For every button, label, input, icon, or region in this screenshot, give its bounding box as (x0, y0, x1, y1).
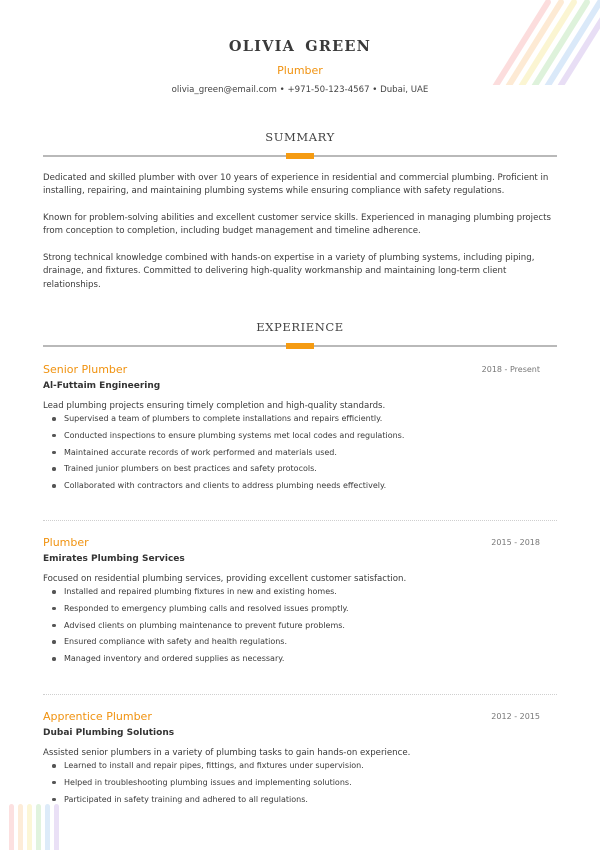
job-bullet: Participated in safety training and adhered to all regulations. (43, 794, 364, 811)
job-separator (43, 694, 557, 695)
job-company: Al-Futtaim Engineering (43, 381, 161, 391)
candidate-name: OLIVIA GREEN (228, 38, 372, 55)
summary-divider-accent (286, 153, 314, 159)
job-bullet: Conducted inspections to ensure plumbing systems met local codes and regulations. (43, 430, 404, 447)
job-bullet-list (43, 586, 349, 670)
job-bullet: Managed inventory and ordered supplies as necessary. (43, 653, 349, 670)
summary-paragraph: Strong technical knowledge combined with hands-on expertise in a variety of plumbing systems, including piping, drainage, and fixtures. Committed to delivering high-quality workmanship and maintaining long-term client relationships. (43, 253, 535, 290)
job-bullet: Installed and repaired plumbing fixtures in new and existing homes. (43, 586, 349, 603)
job-dates: 2012 - 2015 (491, 712, 540, 721)
job-dates: 2018 - Present (481, 365, 540, 374)
job-description: Assisted senior plumbers in a variety of plumbing tasks to gain hands-on experience. (43, 748, 411, 758)
job-bullet-list (43, 413, 404, 497)
job-bullet-list (43, 760, 364, 810)
job-description: Focused on residential plumbing services, providing excellent customer satisfaction. (43, 574, 407, 584)
job-title: Apprentice Plumber (43, 710, 152, 723)
job-bullet: Collaborated with contractors and clients to address plumbing needs effectively. (43, 480, 404, 497)
job-bullet: Responded to emergency plumbing calls and resolved issues promptly. (43, 603, 349, 620)
job-bullet: Trained junior plumbers on best practices and safety protocols. (43, 463, 404, 480)
job-description: Lead plumbing projects ensuring timely completion and high-quality standards. (43, 401, 386, 411)
job-bullet: Helped in troubleshooting plumbing issues and implementing solutions. (43, 777, 364, 794)
experience-heading: EXPERIENCE (256, 320, 344, 334)
resume-header (0, 38, 600, 95)
job-bullet: Maintained accurate records of work performed and materials used. (43, 447, 404, 464)
candidate-role: Plumber (277, 64, 323, 77)
job-company: Emirates Plumbing Services (43, 554, 185, 564)
summary-heading: SUMMARY (265, 130, 335, 144)
job-bullet: Advised clients on plumbing maintenance to prevent future problems. (43, 620, 349, 637)
contact-line: olivia_green@email.com • +971-50-123-4567 • Dubai, UAE (171, 85, 429, 95)
experience-divider-accent (286, 343, 314, 349)
job-bullet: Learned to install and repair pipes, fittings, and fixtures under supervision. (43, 760, 364, 777)
job-bullet: Supervised a team of plumbers to complete installations and repairs efficiently. (43, 413, 404, 430)
job-bullet: Ensured compliance with safety and health regulations. (43, 636, 349, 653)
summary-paragraph: Dedicated and skilled plumber with over 10 years of experience in residential and commercial plumbing. Proficient in installing, repairing, and maintaining plumbing systems while ensuring compliance with safety regulations. (43, 173, 549, 197)
job-title: Plumber (43, 536, 89, 549)
job-title: Senior Plumber (43, 363, 128, 376)
job-dates: 2015 - 2018 (491, 538, 540, 547)
job-company: Dubai Plumbing Solutions (43, 728, 175, 738)
job-separator (43, 520, 557, 521)
summary-paragraph: Known for problem-solving abilities and excellent customer service skills. Experienced in managing plumbing projects from conception to completion, including budget management and timeline adherence. (43, 213, 551, 237)
